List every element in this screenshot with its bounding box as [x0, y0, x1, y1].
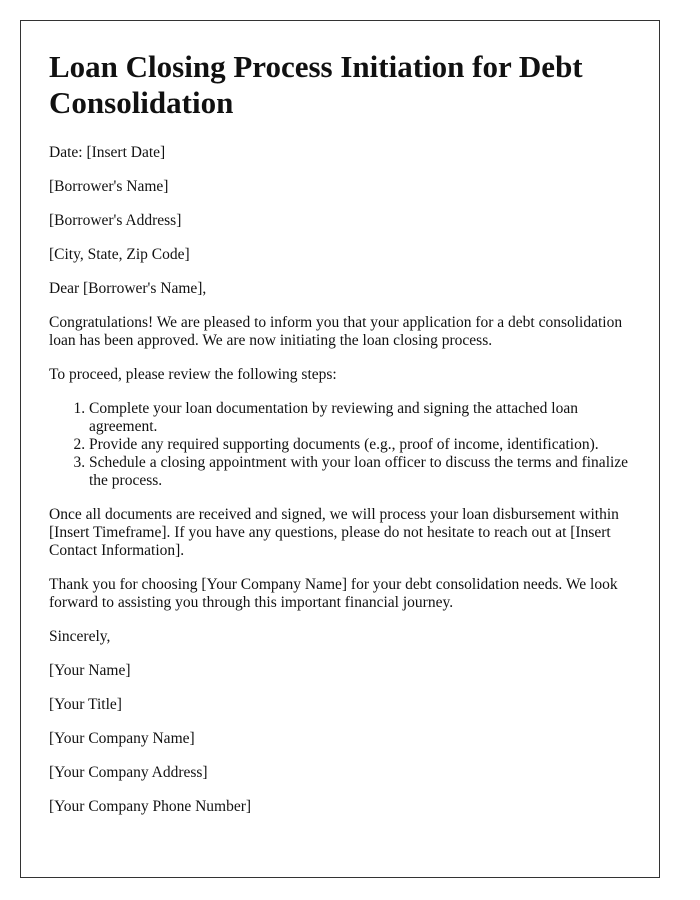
borrower-name: [Borrower's Name]	[49, 178, 169, 195]
borrower-address: [Borrower's Address]	[49, 212, 182, 229]
step-item: 1. Complete your loan documentation by reviewing and signing the attached loan agreement.	[89, 400, 631, 436]
thanks-paragraph: Thank you for choosing [Your Company Name] for your debt consolidation needs. We look forward to assisting you through this important financial journey.	[49, 576, 618, 611]
date-line: Date: [Insert Date]	[49, 144, 166, 161]
sender-title: [Your Title]	[49, 696, 122, 713]
letter-title: Loan Closing Process Initiation for Debt Consolidation	[49, 49, 583, 120]
step-item: 2. Provide any required supporting documents (e.g., proof of income, identification).	[89, 436, 631, 454]
company-phone: [Your Company Phone Number]	[49, 798, 252, 815]
letter-page	[20, 20, 660, 878]
closing: Sincerely,	[49, 628, 111, 645]
company-address: [Your Company Address]	[49, 764, 208, 781]
company-name: [Your Company Name]	[49, 730, 195, 747]
steps-intro: To proceed, please review the following steps:	[49, 366, 337, 383]
intro-paragraph: Congratulations! We are pleased to inform you that your application for a debt consolidation loan has been approved. We are now initiating the loan closing process.	[49, 314, 623, 349]
steps-list	[49, 400, 631, 490]
disbursement-paragraph: Once all documents are received and signed, we will process your loan disbursement within [Insert Timeframe]. If you have any questions, please do not hesitate to reach out at [Insert Contact Information].	[49, 506, 619, 559]
salutation: Dear [Borrower's Name],	[49, 280, 207, 297]
borrower-city-state-zip: [City, State, Zip Code]	[49, 246, 190, 263]
sender-name: [Your Name]	[49, 662, 131, 679]
step-item: 3. Schedule a closing appointment with your loan officer to discuss the terms and finalize the process.	[89, 454, 631, 490]
